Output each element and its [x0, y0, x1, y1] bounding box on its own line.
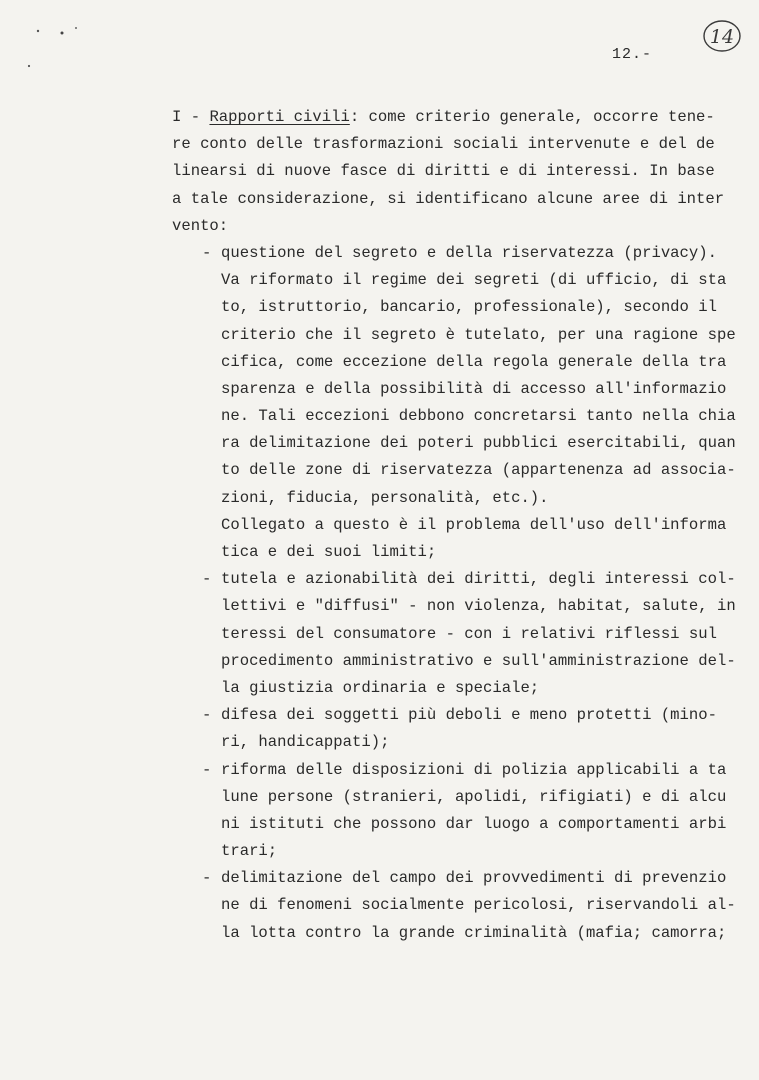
bullet-privacy: - questione del segreto e della riservatezza (privacy). Va riformato il regime dei segreti (di ufficio, di sta to, istruttorio, bancario, professionale), secondo il criterio che il segreto è tutelato, per una ragione spe cifica, come eccezione della regola generale della tra sparenza e della possibilità di accesso all'informazio ne. Tali eccezioni debbono concretarsi tanto nella chia ra delimitazione dei poteri pubblici esercitabili, quan to delle zone di riservatezza (appartenenza ad associa- zioni, fiducia, personalità, etc.). Collegato a questo è il problema dell'uso dell'informa tica e dei suoi limiti;: [172, 240, 742, 566]
bullet-dash: -: [202, 570, 212, 589]
bullet-weaker-subjects: - difesa dei soggetti più deboli e meno protetti (mino- ri, handicappati);: [172, 702, 742, 756]
intro-line: I - Rapporti civili: come criterio generale, occorre tene-: [172, 108, 715, 126]
archive-number: 14: [709, 26, 735, 48]
bullet-dash: -: [202, 869, 212, 888]
intro-line: linearsi di nuove fasce di diritti e di interessi. In base: [172, 162, 715, 181]
bullet-dash: -: [202, 760, 212, 779]
intro-line: a tale considerazione, si identificano alcune aree di inter: [172, 189, 725, 208]
section-prefix: I -: [172, 108, 210, 126]
bullet-prevention-measures: - delimitazione del campo dei provvedimenti di prevenzio ne di fenomeni socialmente pericolosi, riservandoli al- la lotta contro la grande criminalità (mafia; camorra;: [172, 865, 742, 947]
page-number: 12.-: [612, 46, 653, 63]
intro-line: re conto delle trasformazioni sociali intervenute e del de: [172, 135, 715, 154]
bullet-police-reform: - riforma delle disposizioni di polizia applicabili a ta lune persone (stranieri, apolidi, rifigiati) e di alcu ni istituti che possono dar luogo a comportamenti arbi trari;: [172, 757, 742, 866]
paper-specks: [20, 20, 100, 80]
intro-line: vento:: [172, 216, 229, 235]
section-heading: Rapporti civili: [209, 108, 350, 126]
archive-number-mark: [700, 16, 744, 56]
bullet-collective-rights: - tutela e azionabilità dei diritti, degli interessi col- lettivi e "diffusi" - non violenza, habitat, salute, in teressi del consumatore - con i relativi riflessi sul procedimento amministrativo e sull'amministrazione del- la giustizia ordinaria e speciale;: [172, 566, 742, 702]
bullet-dash: -: [202, 706, 212, 725]
bullet-dash: -: [202, 243, 212, 262]
document-body: [172, 104, 742, 947]
